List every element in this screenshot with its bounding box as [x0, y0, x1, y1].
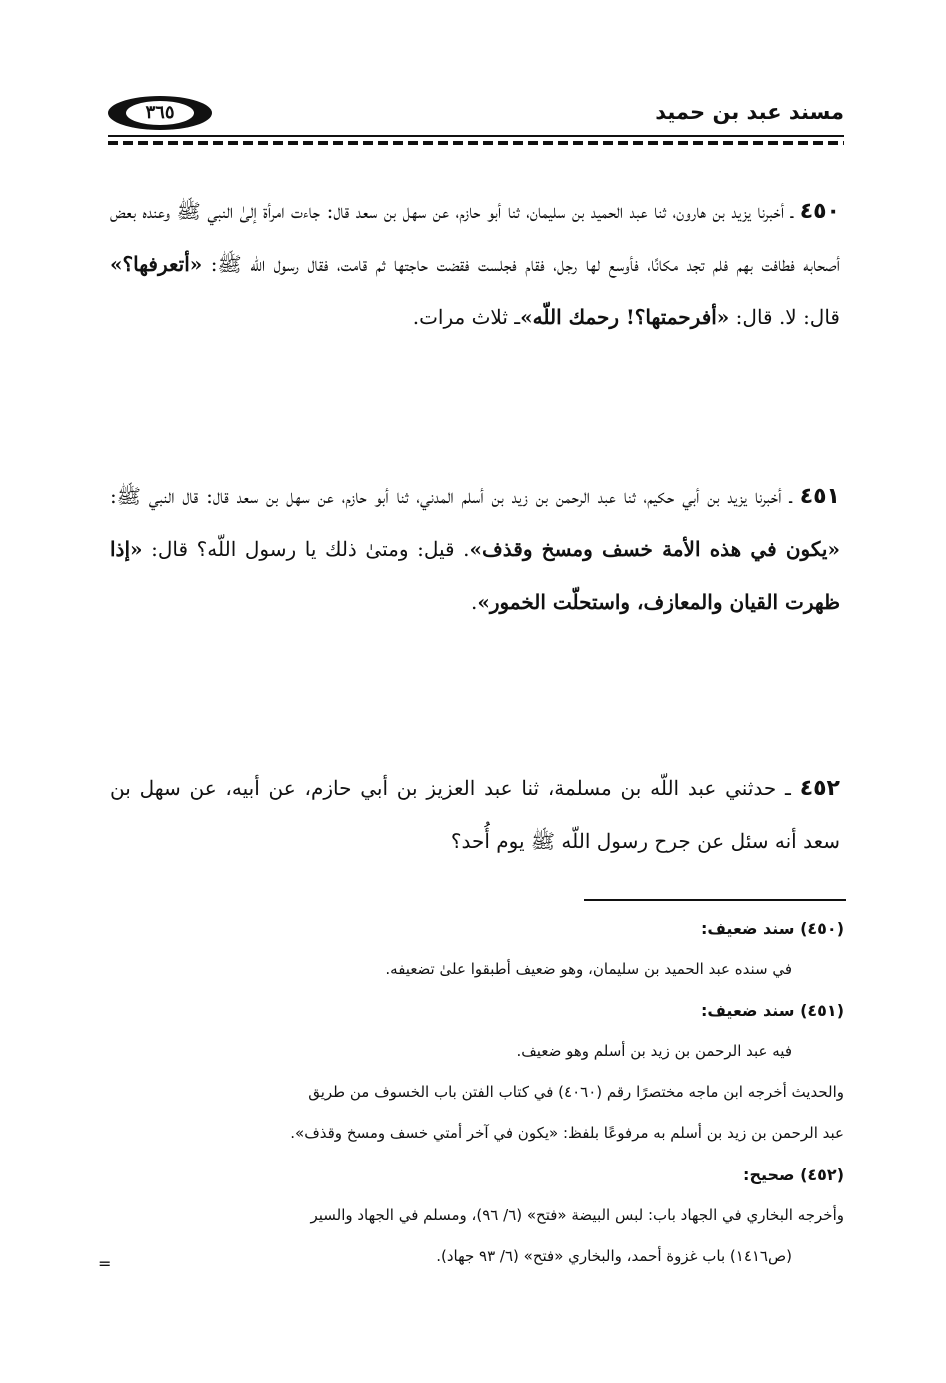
hadith-number: ٤٥٢: [799, 776, 840, 801]
hadith-quote: «إذا ظهرت القيان والمعازف، واستحلّت الخمور»: [110, 537, 840, 614]
page-number-badge: [108, 96, 212, 130]
hadith-450: [110, 185, 840, 344]
hadith-quote: «أتعرفها؟»: [110, 252, 203, 276]
continuation-mark: =: [98, 1254, 112, 1273]
header-dashed-rule: [108, 141, 844, 145]
hadith-text: ـ أخبرنا يزيد بن هارون، ثنا عبد الحميد بن سليمان، ثنا أبو حازم، عن سهل بن سعد قال: جاءت امرأة إلىٰ النبي ﷺ وعنده بعض أصحابه فطافت بهم فلم تجد مكانًا، فأوسع لها رجل، فقام فجلست فقضت حاجتها ثم قامت، فقال رسول اللّه ﷺ:: [110, 199, 840, 276]
hadith-text: ـ أخبرنا يزيد بن أبي حكيم، ثنا عبد الرحمن بن زيد بن أسلم المدني، ثنا أبو حازم، عن سهل بن سعد قال: قال النبي ﷺ:: [110, 484, 800, 508]
hadith-number: ٤٥١: [799, 484, 840, 509]
footnotes: [108, 908, 844, 1277]
footnote-line: عبد الرحمن بن زيد بن أسلم به مرفوعًا بلفظ: «يكون في آخر أمتي خسف ومسخ وقذف».: [290, 1124, 844, 1142]
hadith-quote: «أفرحمتها؟! رحمك اللّه»: [520, 305, 730, 329]
hadith-text: ـ ثلاث مرات.: [412, 305, 521, 329]
hadith-number: ٤٥٠: [799, 199, 840, 224]
page-number: ٣٦٥: [126, 101, 194, 125]
footnote-line: في سنده عبد الحميد بن سليمان، وهو ضعيف أطبقوا علىٰ تضعيفه.: [385, 960, 792, 978]
hadith-452: [110, 762, 840, 868]
hadith-text: .: [470, 590, 478, 614]
footnote-heading: (٤٥١) سند ضعيف:: [700, 1001, 844, 1020]
footnote-line: والحديث أخرجه ابن ماجه مختصرًا رقم (٤٠٦٠) في كتاب الفتن باب الخسوف من طريق: [308, 1083, 844, 1101]
hadith-quote: «يكون في هذه الأمة خسف ومسخ وقذف»: [469, 537, 840, 561]
hadith-text: . قيل: ومتىٰ ذلك يا رسول اللّه؟ قال:: [142, 537, 470, 561]
footnote-line: (ص١٤١٦) باب غزوة أحمد، والبخاري «فتح» (٦/ ٩٣ جهاد).: [436, 1247, 792, 1265]
page-header: [108, 92, 844, 152]
footnote-line: وأخرجه البخاري في الجهاد باب: لبس البيضة «فتح» (٦/ ٩٦)، ومسلم في الجهاد والسير: [310, 1206, 844, 1224]
footnote-heading: (٤٥٢) صحيح:: [743, 1165, 844, 1184]
hadith-451: [110, 470, 840, 629]
hadith-text: قال: لا. قال:: [729, 305, 840, 329]
footnote-separator: [584, 899, 846, 901]
book-title: مسند عبد بن حميد: [655, 100, 844, 124]
footnote-line: فيه عبد الرحمن بن زيد بن أسلم وهو ضعيف.: [516, 1042, 792, 1060]
hadith-text: ـ حدثني عبد اللّه بن مسلمة، ثنا عبد العزيز بن أبي حازم، عن أبيه، عن سهل بن سعد أنه سئل عن جرح رسول اللّه ﷺ يوم أُحد؟: [110, 776, 840, 853]
footnote-heading: (٤٥٠) سند ضعيف:: [700, 919, 844, 938]
header-rule: [108, 135, 844, 137]
